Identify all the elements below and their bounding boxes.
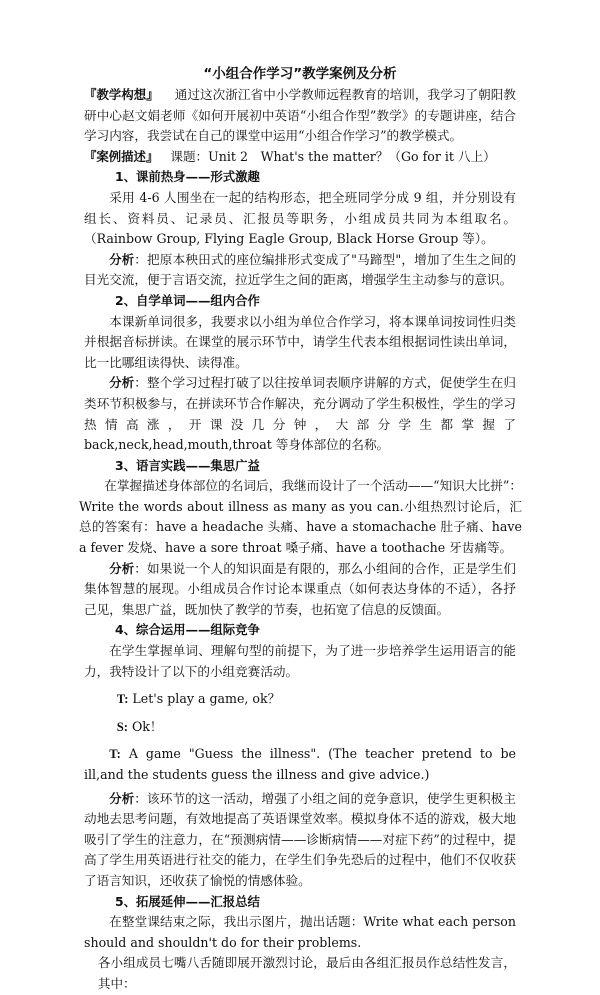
idea-label: 『教学构想』	[84, 87, 159, 102]
analysis-label: 分析	[109, 790, 135, 806]
section-2-analysis	[84, 373, 516, 455]
section-4-analysis	[84, 789, 516, 892]
idea-paragraph	[84, 85, 516, 147]
section-3-heading: 3、语言实践——集思广益	[115, 457, 260, 473]
section-1-analysis	[84, 250, 516, 291]
case-text: 课题：Unit 2 What's the matter？（Go for it 八上）	[170, 148, 496, 164]
dialogue-line	[84, 744, 516, 785]
section-3-analysis	[84, 559, 516, 621]
section-3-paragraph: 在掌握描述身体部位的名词后，我继而设计了一个活动——“知识大比拼”：Write the words about illness as many as you can.小组热烈讨论后，汇总的答案有：have a headache 头痛、have a stomachache 肚子痛、have a fever 发烧、have a sore throat 嗓子痛、have a toothache 牙齿痛等。	[79, 478, 522, 556]
case-label: 『案例描述』	[84, 148, 159, 164]
analysis-text: ：整个学习过程打破了以往按单词表顺序讲解的方式，促使学生在归类环节积极参与，在拼读环节合作解决，充分调动了学生积极性，学生的学习热情高涨，开课没几分钟，大部分学生都掌握了 back,neck,head,mouth,throat 等身体部位的名称。	[84, 375, 517, 453]
section-2-paragraph: 本课新单词很多，我要求以小组为单位合作学习，将本课单词按词性归类并根据音标拼读。在课堂的展示环节中，请学生代表本组根据词性读出单词，比一比哪组读得快、读得准。	[84, 313, 516, 370]
analysis-label: 分析	[109, 375, 135, 391]
section-5-heading: 5、拓展延伸——汇报总结	[115, 893, 260, 909]
dialogue-speaker: T:	[116, 692, 129, 707]
section-5-paragraph: 在整堂课结束之际，我出示图片，抛出话题：Write what each person should and shouldn't do for their problems.	[84, 914, 516, 950]
analysis-label: 分析	[109, 251, 135, 267]
section-4-heading: 4、综合运用——组际竞争	[115, 622, 260, 638]
section-2-heading: 2、自学单词——组内合作	[115, 292, 260, 308]
analysis-label: 分析	[109, 560, 135, 576]
dialogue-speaker: S:	[116, 719, 128, 734]
analysis-text: ：如果说一个人的知识面是有限的，那么小组间的合作，正是学生们集体智慧的展现。小组成员合作讨论本课重点（如何表达身体的不适），各抒己见，集思广益，既加快了教学的节奏，也拓宽了信息的反馈面。	[84, 560, 517, 617]
dialogue-speaker: T:	[109, 747, 121, 762]
dialogue-text: Ok！	[127, 718, 163, 734]
dialogue-line	[84, 717, 516, 738]
analysis-text: ：把原本秧田式的座位编排形式变成了"马蹄型"，增加了生生之间的目光交流，便于言语交流，拉近学生之间的距离，增强学生主动参与的意识。	[84, 251, 516, 288]
section-5-tail: 各小组成员七嘴八舌随即展开激烈讨论，最后由各组汇报员作总结性发言，其中：	[97, 955, 516, 991]
document-page	[79, 64, 522, 995]
section-1-heading: 1、课前热身——形式激趣	[115, 169, 260, 185]
dialogue-text: A game "Guess the illness". (The teacher pretend to be ill,and the students guess the illness and give advice.)	[84, 746, 516, 782]
doc-title: “小组合作学习”教学案例及分析	[203, 66, 397, 82]
dialogue-text: Let's play a game, ok？	[128, 691, 281, 707]
section-1-paragraph: 采用 4-6 人围坐在一起的结构形态，把全班同学分成 9 组，并分别设有组长、资料员、记录员、汇报员等职务，小组成员共同为本组取名。（Rainbow Group, Flying Eagle Group, Black Horse Group 等）。	[84, 189, 516, 247]
dialogue-line	[84, 689, 516, 710]
idea-text: 通过这次浙江省中小学教师远程教育的培训，我学习了朝阳教研中心赵文娟老师《如何开展初中英语“小组合作型”教学》的专题讲座，结合学习内容，我尝试在自己的课堂中运用“小组合作学习”的教学模式。	[84, 87, 517, 144]
section-4-paragraph: 在学生掌握单词、理解句型的前提下，为了进一步培养学生运用语言的能力，我特设计了以下的小组竞赛活动。	[84, 643, 516, 679]
case-paragraph	[84, 147, 516, 168]
analysis-text: ：该环节的这一活动，增强了小组之间的竞争意识，使学生更积极主动地去思考问题，有效地提高了英语课堂效率。模拟身体不适的游戏，极大地吸引了学生的注意力，在“预测病情——诊断病情——对症下药”的过程中，提高了学生用英语进行社交的能力，在学生们争先恐后的过程中，他们不仅收获了语言知识，还收获了愉悦的情感体验。	[84, 790, 517, 888]
